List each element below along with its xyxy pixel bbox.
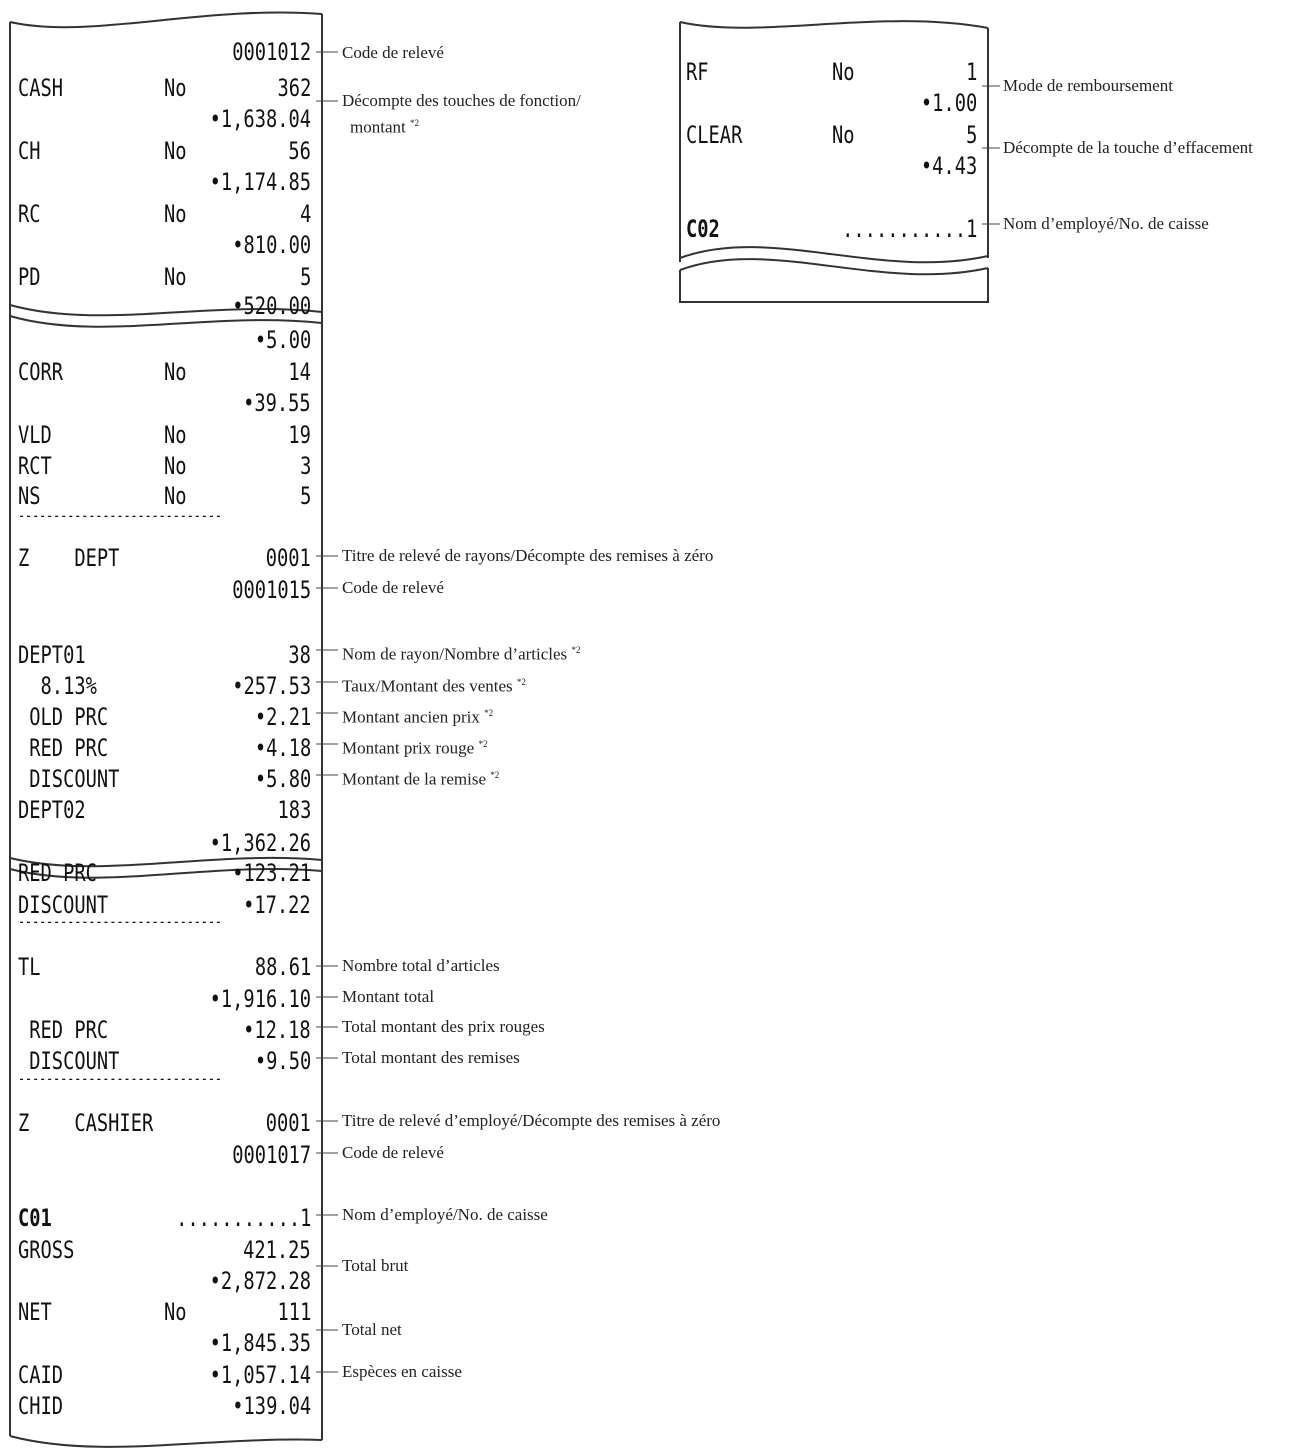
r-cash-no: No [164, 74, 187, 102]
r-caid-value: •1,057.14 [209, 1361, 311, 1389]
r-tdisc-label: DISCOUNT [18, 1047, 120, 1075]
r-rc-no: No [164, 200, 187, 228]
r-ch-label: CH [18, 137, 41, 165]
r-net-value: 111 [277, 1298, 311, 1326]
r-rct-label: RCT [18, 452, 52, 480]
r-ch-no: No [164, 137, 187, 165]
caption-nom-employe-1: Nom d’employé/No. de caisse [342, 1205, 548, 1224]
r-rc-label: RC [18, 200, 41, 228]
r-dept02-label: DEPT02 [18, 796, 86, 824]
r-rc-amt-value: •810.00 [232, 231, 311, 259]
r-dept01-label: DEPT01 [18, 641, 86, 669]
r-tdisc-value: •9.50 [254, 1047, 311, 1075]
caption-total-remises: Total montant des remises [342, 1048, 520, 1067]
r-cash-amt-value: •1,638.04 [209, 105, 311, 133]
r-net-amt-value: •1,845.35 [209, 1329, 311, 1357]
r-tred-value: •12.18 [243, 1016, 311, 1044]
r-code2-value: 0001015 [232, 576, 311, 604]
caption-total-prix-rouges: Total montant des prix rouges [342, 1017, 545, 1036]
r-code3-value: 0001017 [232, 1141, 311, 1169]
caption-decompte-fonction: Décompte des touches de fonction/ [342, 91, 581, 110]
r-dept02-amt-value: •1,362.26 [209, 829, 311, 857]
s-clear-amt-value: •4.43 [920, 152, 977, 180]
s-c02-value: ...........1 [841, 215, 977, 243]
r-red2-value: •123.21 [232, 859, 311, 887]
r-caid-label: CAID [18, 1361, 64, 1389]
r-gross-value: 421.25 [243, 1236, 311, 1264]
r-dept02-value: 183 [277, 796, 311, 824]
r-pd-amt-value: •520.00 [232, 292, 311, 320]
separator-line: ----------------------------- [18, 912, 222, 931]
r-old-label: OLD PRC [18, 703, 109, 731]
r-rct-value: 3 [299, 452, 311, 480]
caption-montant-total: Montant total [342, 987, 435, 1006]
r-vld-label: VLD [18, 421, 52, 449]
caption-remise: Montant de la remise $^{*2}$ [342, 769, 500, 789]
r-pd-value: 5 [299, 263, 311, 291]
caption-prix-rouge: Montant prix rouge $^{*2}$ [342, 738, 488, 758]
r-rate-value: •257.53 [232, 672, 311, 700]
caption-taux-montant: Taux/Montant des ventes $^{*2}$ [342, 676, 526, 696]
r-pd-no: No [164, 263, 187, 291]
r-zdept-value: 0001 [265, 544, 311, 572]
r-ns-value: 5 [299, 482, 311, 510]
caption-ancien-prix: Montant ancien prix $^{*2}$ [342, 707, 494, 727]
caption-montant: montant $^{*2}$ [350, 117, 419, 137]
s-clear-no: No [832, 121, 855, 149]
r-cash-label: CASH [18, 74, 64, 102]
r-rct-no: No [164, 452, 187, 480]
caption-nom-rayon: Nom de rayon/Nombre d’articles $^{*2}$ [342, 644, 581, 664]
r-ns-no: No [164, 482, 187, 510]
r-chid-label: CHID [18, 1392, 64, 1420]
r-tl-label: TL [18, 953, 41, 981]
r-ch-value: 56 [288, 137, 311, 165]
r-net-no: No [164, 1298, 187, 1326]
caption-code-releve-2: Code de relevé [342, 578, 444, 597]
r-red-label: RED PRC [18, 734, 109, 762]
s-rf-label: RF [686, 58, 709, 86]
r-dept01-value: 38 [288, 641, 311, 669]
r-tl-value: 88.61 [254, 953, 311, 981]
s-rf-value: 1 [965, 58, 977, 86]
small-receipt-top-edge [680, 21, 988, 28]
caption-code-releve-3: Code de relevé [342, 1143, 444, 1162]
r-red2-label: RED PRC [18, 859, 97, 887]
r-cash-value: 362 [277, 74, 311, 102]
r-disc-label: DISCOUNT [18, 765, 120, 793]
r-vld-value: 19 [288, 421, 311, 449]
r-corr-label: CORR [18, 358, 64, 386]
r-disc2-value: •17.22 [243, 891, 311, 919]
r-disc-value: •5.80 [254, 765, 311, 793]
s-rf-amt-value: •1.00 [920, 89, 977, 117]
r-gross-amt-value: •2,872.28 [209, 1267, 311, 1295]
main-receipt-top-edge [10, 12, 322, 27]
caption-titre-rayons: Titre de relevé de rayons/Décompte des remises à zéro [342, 546, 714, 565]
r-gross-label: GROSS [18, 1236, 75, 1264]
separator-line: ----------------------------- [18, 1069, 222, 1088]
main-receipt-bottom-edge [10, 1436, 322, 1447]
r-disc2-label: DISCOUNT [18, 891, 109, 919]
r-rate-label: 8.13% [18, 672, 97, 700]
caption-code-releve-1: Code de relevé [342, 43, 444, 62]
s-rf-no: No [832, 58, 855, 86]
r-code1-value: 0001012 [232, 38, 311, 66]
r-5-value: •5.00 [254, 326, 311, 354]
r-zdept-label: Z DEPT [18, 544, 120, 572]
r-net-label: NET [18, 1298, 52, 1326]
s-clear-label: CLEAR [686, 121, 743, 149]
r-chid-value: •139.04 [232, 1392, 311, 1420]
caption-especes: Espèces en caisse [342, 1362, 462, 1381]
caption-total-net: Total net [342, 1320, 402, 1339]
caption-titre-employe: Titre de relevé d’employé/Décompte des remises à zéro [342, 1111, 721, 1130]
caption-mode-remboursement: Mode de remboursement [1003, 76, 1173, 95]
r-zcash-value: 0001 [265, 1109, 311, 1137]
separator-line: ----------------------------- [18, 506, 222, 525]
caption-nom-employe-2: Nom d’employé/No. de caisse [1003, 214, 1209, 233]
r-tred-label: RED PRC [18, 1016, 109, 1044]
r-rc-value: 4 [299, 200, 311, 228]
caption-touche-effacement: Décompte de la touche d’effacement [1003, 138, 1253, 157]
r-c01-label: C01 [18, 1204, 52, 1232]
caption-total-articles: Nombre total d’articles [342, 956, 500, 975]
r-ch-amt-value: •1,174.85 [209, 168, 311, 196]
r-pd-label: PD [18, 263, 41, 291]
caption-total-brut: Total brut [342, 1256, 409, 1275]
r-red-value: •4.18 [254, 734, 311, 762]
r-vld-no: No [164, 421, 187, 449]
s-clear-value: 5 [965, 121, 977, 149]
r-corr-no: No [164, 358, 187, 386]
r-ns-label: NS [18, 482, 41, 510]
r-c01-value: ...........1 [175, 1204, 311, 1232]
r-tl-amt-value: •1,916.10 [209, 985, 311, 1013]
r-corr-amt-value: •39.55 [243, 389, 311, 417]
r-zcash-label: Z CASHIER [18, 1109, 154, 1137]
r-corr-value: 14 [288, 358, 311, 386]
s-c02-label: C02 [686, 215, 720, 243]
r-old-value: •2.21 [254, 703, 311, 731]
